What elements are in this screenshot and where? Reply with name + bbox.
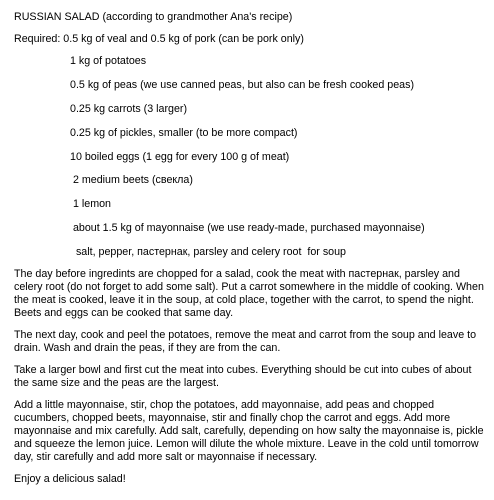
ingredient-item: about 1.5 kg of mayonnaise (we use ready-made, purchased mayonnaise)	[70, 222, 425, 235]
ingredient-item: 1 lemon	[70, 198, 111, 211]
ingredient-item: 1 kg of potatoes	[70, 55, 147, 67]
instruction-paragraph: Take a larger bowl and first cut the meat into cubes. Everything should be cut into cubes of about the same size and the peas are the largest.	[14, 364, 472, 390]
ingredient-item: 0.25 kg of pickles, smaller (to be more compact)	[70, 126, 298, 139]
ingredient-list	[14, 55, 488, 259]
ingredient-item: 0.5 kg of peas (we use canned peas, but also can be fresh cooked peas)	[70, 78, 415, 91]
instruction-paragraph: The day before ingredints are chopped for a salad, cook the meat with пастернак, parsley and celery root (do not forget to add some salt). Put a carrot somewhere in the middle of cooking. When the meat is cooked, leave it in the soup, at cold place, together with the carrot, to spend the night. Beets and eggs can be cooked that same day.	[14, 268, 484, 320]
instruction-paragraph: The next day, cook and peel the potatoes, remove the meat and carrot from the soup and leave to drain. Wash and drain the peas, if they are from the can.	[14, 329, 477, 355]
recipe-title: RUSSIAN SALAD (according to grandmother Ana's recipe)	[14, 11, 293, 23]
recipe-document	[14, 11, 488, 495]
ingredient-item: 2 medium beets (свекла)	[70, 174, 193, 187]
ingredient-item: 0.25 kg carrots (3 larger)	[70, 102, 188, 115]
instruction-paragraph: Add a little mayonnaise, stir, chop the potatoes, add mayonnaise, add peas and chopped cucumbers, chopped beets, mayonnaise, stir and finally chop the carrot and eggs. Add more mayonnaise and mix carefully. Add salt, carefully, depending on how salty the mayonnaise is, pickle and squeeze the lemon juice. Lemon will dilute the whole mixture. Leave in the cold until tomorrow day, stir carefully and add more salt or mayonnaise if necessary.	[14, 399, 484, 464]
closing-line: Enjoy a delicious salad!	[14, 473, 126, 486]
required-meat-line: Required: 0.5 kg of veal and 0.5 kg of pork (can be pork only)	[14, 33, 304, 45]
ingredient-item: 10 boiled eggs (1 egg for every 100 g of meat)	[70, 150, 290, 163]
ingredient-item: salt, pepper, пастернак, parsley and celery root for soup	[70, 246, 347, 259]
